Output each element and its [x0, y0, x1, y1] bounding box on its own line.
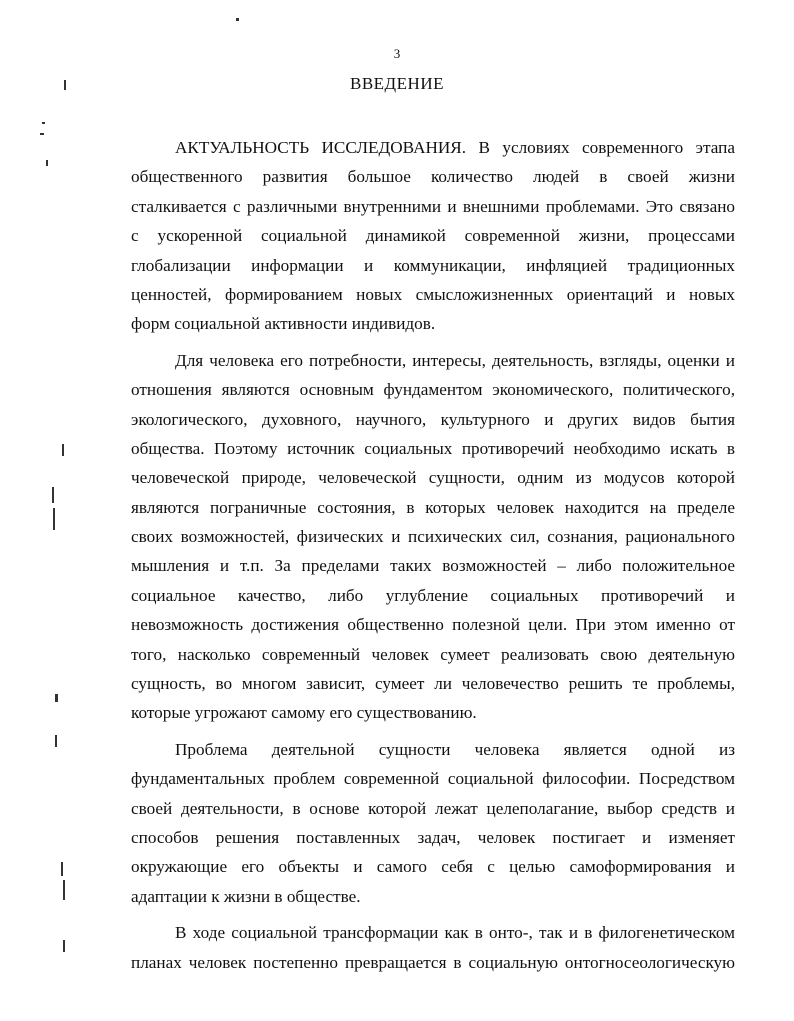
text-line: невозможность достижения общественно полезной цели. При этом именно от — [131, 615, 735, 635]
scan-mark — [64, 80, 66, 90]
text-line: человеческой природе, человеческой сущности, одним из модусов которой — [131, 468, 735, 488]
text-line: своих возможностей, физических и психических сил, сознания, рационального — [131, 527, 735, 547]
paragraph-relevance — [131, 133, 735, 339]
scan-mark — [61, 862, 63, 876]
document-body — [131, 133, 735, 977]
scan-mark — [63, 940, 65, 952]
text-line: Для человека его потребности, интересы, деятельность, взгляды, оценки и — [175, 350, 735, 370]
text-line: В ходе социальной трансформации как в онто-, так и в филогенетическом — [175, 923, 735, 943]
text-line: глобализации информации и коммуникации, инфляцией традиционных — [131, 255, 735, 275]
scan-mark — [53, 508, 55, 530]
scan-mark — [62, 444, 64, 456]
text-line: адаптации к жизни в обществе. — [131, 886, 361, 906]
scan-mark — [46, 160, 48, 166]
scan-mark — [236, 18, 239, 21]
scan-mark — [42, 122, 45, 124]
text-line: мышления и т.п. За пределами таких возможностей – либо положительное — [131, 556, 735, 576]
text-line: общества. Поэтому источник социальных противоречий необходимо искать в — [131, 438, 735, 458]
text-line: отношения являются основным фундаментом экономического, политического, — [131, 380, 735, 400]
text-line: общественного развития большое количество людей в своей жизни — [131, 167, 735, 187]
text-line: Проблема деятельной сущности человека является одной из — [175, 739, 735, 759]
text-line: ценностей, формированием новых смысложизненных ориентаций и новых — [131, 284, 735, 304]
scan-mark — [52, 487, 54, 503]
page-title: ВВЕДЕНИЕ — [350, 74, 444, 93]
text-line: сущность, во многом зависит, сумеет ли человечество решить те проблемы, — [131, 674, 735, 694]
paragraph-activity-essence — [131, 735, 735, 911]
text-line: с ускоренной социальной динамикой современной жизни, процессами — [131, 226, 735, 246]
paragraph-social-transformation — [131, 918, 735, 977]
text-line: форм социальной активности индивидов. — [131, 314, 436, 334]
scan-mark — [63, 880, 65, 900]
scan-mark — [55, 735, 57, 747]
text-line: социальное качество, либо углубление социальных противоречий и — [131, 585, 735, 605]
page-number: 3 — [393, 46, 401, 61]
text-line: сталкивается с различными внутренними и внешними проблемами. Это связано — [131, 196, 735, 216]
text-line: планах человек постепенно превращается в социальную онтогносеологическую — [131, 952, 735, 972]
text-line: того, насколько современный человек сумеет реализовать свою деятельную — [131, 644, 735, 664]
text-line: АКТУАЛЬНОСТЬ ИССЛЕДОВАНИЯ. В условиях современного этапа — [175, 138, 735, 157]
text-line: экологического, духовного, научного, культурного и других видов бытия — [131, 409, 735, 429]
text-line: способов решения поставленных задач, человек постигает и изменяет — [131, 827, 735, 847]
text-line: своей деятельности, в основе которой лежат целеполагание, выбор средств и — [131, 798, 735, 818]
text-line: окружающие его объекты и самого себя с целью самоформирования и — [131, 857, 735, 877]
scan-mark — [55, 694, 58, 702]
text-line: фундаментальных проблем современной социальной философии. Посредством — [131, 769, 735, 789]
text-line: являются пограничные состояния, в которых человек находится на пределе — [131, 497, 735, 517]
text-line: которые угрожают самому его существованию. — [131, 703, 477, 723]
scan-mark — [40, 133, 44, 135]
paragraph-human-needs — [131, 346, 735, 728]
